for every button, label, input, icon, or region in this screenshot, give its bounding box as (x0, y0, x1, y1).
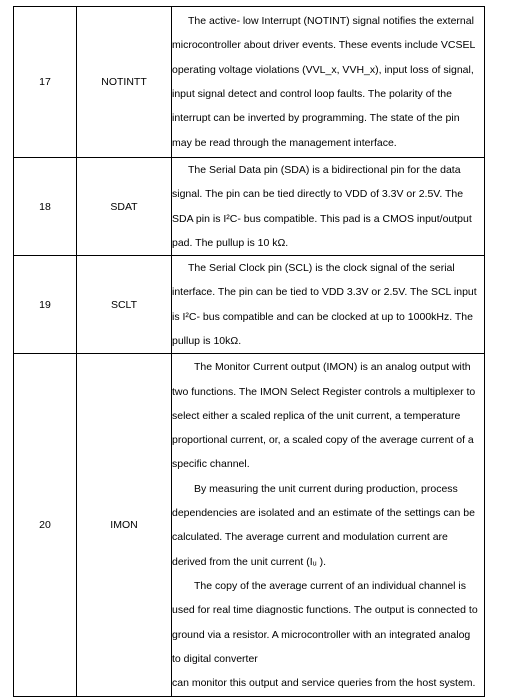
table-row (14, 158, 485, 256)
table-row (14, 354, 485, 697)
description-line: pad. The pullup is 10 kΩ. (172, 236, 289, 249)
description-line: may be read through the management interface. (172, 136, 397, 149)
description-line: proportional current, or, a scaled copy of the average current of a (172, 434, 474, 447)
description-line: The Monitor Current output (IMON) is an analog output with (194, 361, 471, 374)
description-line: used for real time diagnostic functions. The output is connected to (172, 604, 478, 617)
description-line: specific channel. (172, 458, 250, 471)
description-line: can monitor this output and service queries from the host system. (172, 677, 476, 690)
description-line: operating voltage violations (VVL_x, VVH_x), input loss of signal, (172, 63, 474, 76)
description-line: The Serial Data pin (SDA) is a bidirectional pin for the data (188, 164, 461, 176)
pin-description (172, 7, 485, 158)
description-line: to digital converter (172, 652, 258, 665)
description-line: dependencies are isolated and an estimate of the settings can be (172, 507, 475, 520)
description-line: interrupt can be inverted by programming. The state of the pin (172, 112, 460, 125)
description-line: signal. The pin can be tied directly to VDD of 3.3V or 2.5V. The (172, 188, 464, 201)
pin-description (172, 158, 485, 256)
table-row (14, 7, 485, 158)
table-row (14, 256, 485, 354)
description-line: SDA pin is I²C- bus compatible. This pad is a CMOS input/output (172, 212, 472, 225)
description-line: select either a scaled replica of the unit current, a temperature (172, 409, 461, 422)
description-line: is I²C- bus compatible and can be clocked at up to 1000kHz. The (172, 310, 473, 323)
pin-number: 19 (14, 256, 77, 354)
description-line: The copy of the average current of an individual channel is (194, 579, 467, 592)
description-line: input signal detect and control loop faults. The polarity of the (172, 88, 452, 100)
pin-description-table (13, 6, 485, 697)
pin-number: 20 (14, 354, 77, 697)
description-line: calculated. The average current and modulation current are (172, 531, 448, 544)
pin-name: NOTINTT (77, 7, 172, 158)
pin-description (172, 256, 485, 354)
pin-name: SCLT (77, 256, 172, 354)
description-line: derived from the unit current (Iᵤ ). (172, 555, 326, 568)
description-line: The Serial Clock pin (SCL) is the clock signal of the serial (188, 262, 455, 275)
pin-number: 18 (14, 158, 77, 256)
pin-name: IMON (77, 354, 172, 697)
pin-name: SDAT (77, 158, 172, 256)
pin-description (172, 354, 485, 697)
description-line: interface. The pin can be tied to VDD 3.3V or 2.5V. The SCL input (172, 286, 477, 299)
description-line: ground via a resistor. A microcontroller with an integrated analog (172, 628, 471, 641)
description-line: microcontroller about driver events. These events include VCSEL (172, 39, 476, 52)
pin-number: 17 (14, 7, 77, 158)
description-line: two functions. The IMON Select Register controls a multiplexer to (172, 385, 476, 398)
description-line: pullup is 10kΩ. (172, 335, 242, 348)
description-line: By measuring the unit current during production, process (194, 482, 458, 495)
description-line: The active- low Interrupt (NOTINT) signal notifies the external (188, 15, 474, 28)
